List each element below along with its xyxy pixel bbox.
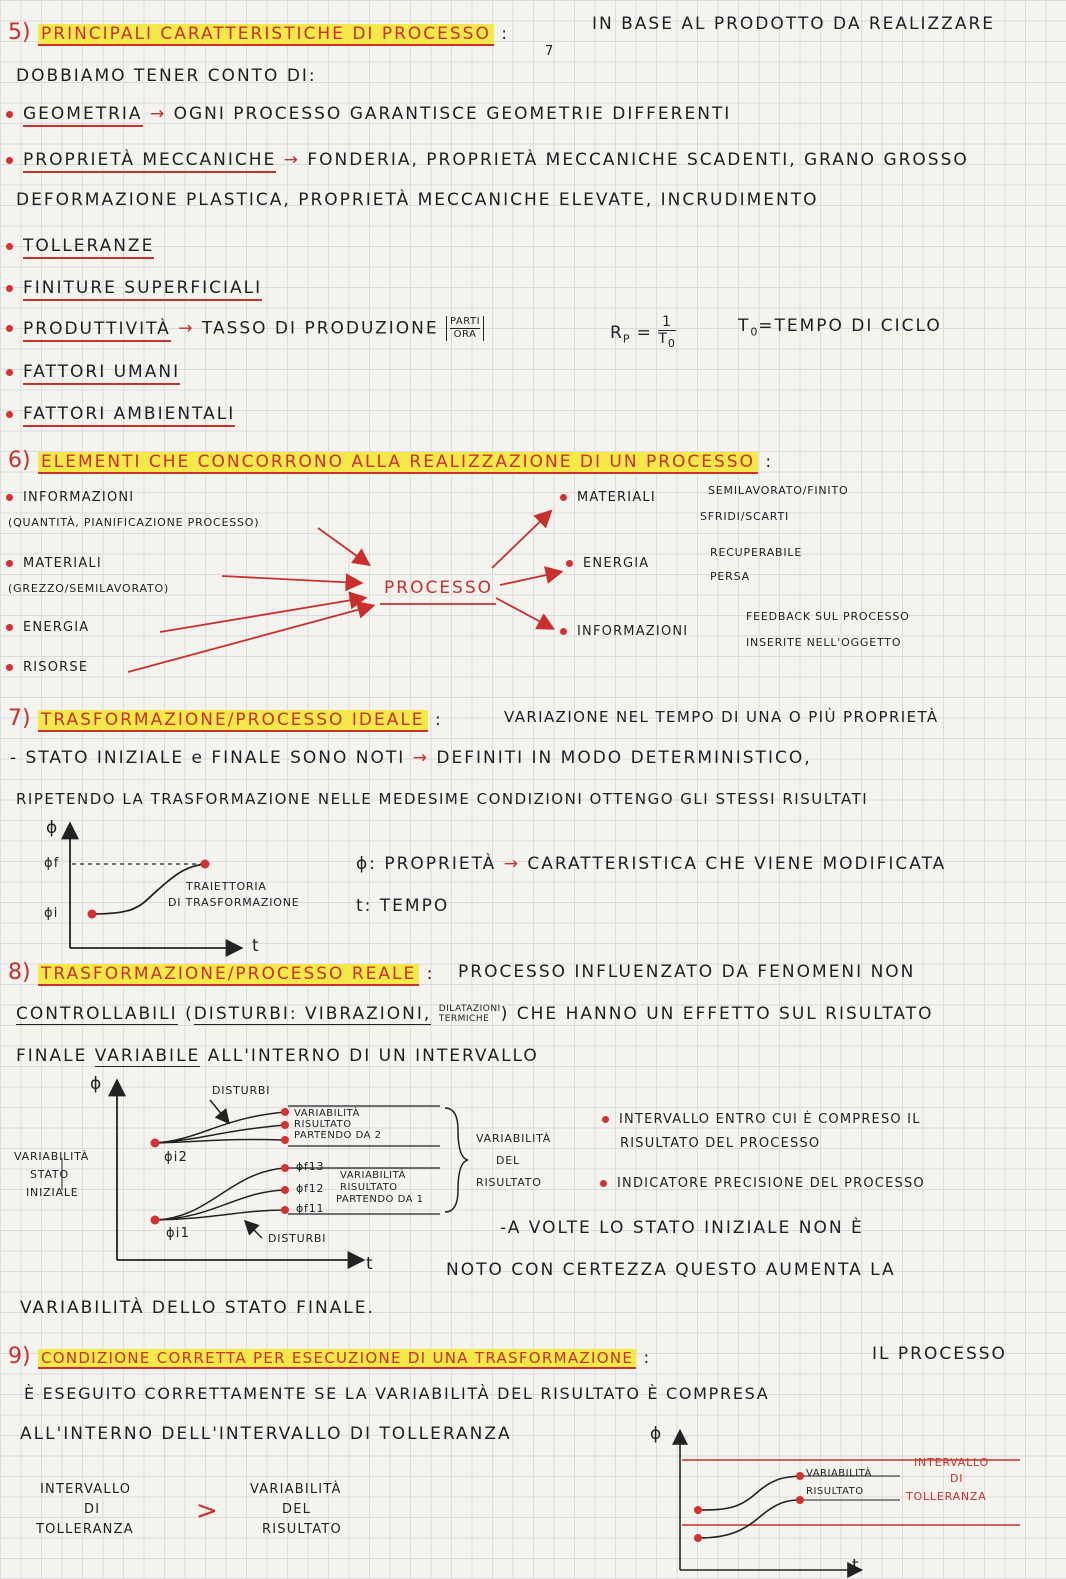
s7-line-2: [10, 748, 812, 768]
left-var-label-2: STATO: [30, 1168, 69, 1181]
input-informazioni: [6, 490, 134, 505]
output-label: ENERGIA: [583, 556, 650, 571]
s9-right-2: DEL: [282, 1502, 312, 1517]
real-process-graph: [62, 1082, 468, 1260]
start-upper: [694, 1506, 702, 1514]
s7-def-phi: [356, 854, 946, 874]
phi-i2-label: ϕi2: [164, 1150, 189, 1165]
section-number: 7): [8, 706, 31, 731]
page-number: 7: [545, 44, 555, 59]
s7-phi-f-label: ϕf: [44, 856, 60, 871]
s9-left-2: DI: [84, 1502, 101, 1517]
process-input-arrows: [128, 512, 560, 672]
formula-den-sub: 0: [667, 336, 676, 350]
item-desc: OGNI PROCESSO GARANTISCE GEOMETRIE DIFFERENTI: [173, 104, 732, 124]
bullet-dot: [6, 664, 13, 671]
unit-bottom: ORA: [453, 329, 477, 340]
bullet-dot: [560, 628, 567, 635]
unit-bracket: [446, 316, 484, 341]
end-1b: [281, 1186, 289, 1194]
section-title: TRASFORMAZIONE/PROCESSO IDEALE: [38, 710, 428, 732]
result-brace: [445, 1108, 468, 1212]
output-materiali-note-2: SFRIDI/SCARTI: [700, 510, 790, 523]
phi-i1-point: [151, 1216, 160, 1225]
s5-item-umani: [6, 362, 180, 382]
var1-label-1: VARIABILITÀ: [340, 1170, 406, 1181]
s7-graph-y-label: ϕ: [46, 818, 60, 838]
phi-i1-label: ϕi1: [166, 1226, 191, 1241]
bullet-dot: [6, 411, 13, 418]
s5-item-finiture: [6, 278, 262, 298]
t0-definition: $T_0=TEMPO$ DI CICLO: [738, 316, 942, 339]
formula-num: 1: [658, 314, 675, 331]
bullet-dot: [6, 494, 13, 501]
s9-graph-y-label: ϕ: [650, 1424, 664, 1444]
s8-dilatazioni: [439, 1004, 501, 1024]
output-label: MATERIALI: [577, 490, 656, 505]
output-informazioni-note-2: INSERITE NELL'OGGETTO: [746, 636, 902, 649]
section-number: 5): [8, 20, 31, 45]
phi-i2-point: [151, 1139, 160, 1148]
item-desc: TASSO DI PRODUZIONE: [201, 318, 439, 339]
s5-item-tolleranze: [6, 236, 154, 256]
s9-graph-x-label: t: [852, 1556, 861, 1576]
s8-note-1: -A VOLTE LO STATO INIZIALE NON È: [500, 1218, 864, 1238]
s8-line-1: PROCESSO INFLUENZATO DA FENOMENI NON: [458, 962, 916, 982]
arrow-energia-in: [160, 598, 364, 632]
section-title: PRINCIPALI CARATTERISTICHE DI PROCESSO: [38, 24, 494, 46]
phi-f11-label: ϕf11: [296, 1202, 325, 1215]
s8-line-3a: FINALE: [16, 1046, 88, 1066]
trajectory-upper: [698, 1476, 800, 1510]
output-informazioni-note-1: FEEDBACK SUL PROCESSO: [746, 610, 910, 623]
bullet-dot: [566, 560, 573, 567]
input-label: MATERIALI: [23, 556, 102, 571]
disturbi-arrow-top: [210, 1100, 228, 1122]
end-1c: [281, 1206, 289, 1214]
trajectory-1a: [155, 1168, 285, 1220]
end-lower: [796, 1496, 804, 1504]
section-8-heading: [8, 960, 434, 985]
unit-top: PARTI: [450, 316, 481, 327]
productivity-formula: [610, 314, 676, 352]
left-var-label-3: INIZIALE: [26, 1186, 79, 1199]
arrow-materiali-in: [222, 576, 360, 583]
phi-f-point: [201, 860, 210, 869]
s8-note-2: NOTO CON CERTEZZA QUESTO AUMENTA LA: [446, 1260, 896, 1280]
end-1a: [281, 1164, 289, 1172]
s5-item-produttivita: [6, 316, 484, 341]
s8-line-2d: CHE HANNO UN EFFETTO SUL RISULTATO: [516, 1004, 934, 1024]
bullet-dot: [602, 1116, 609, 1123]
left-var-label-1: VARIABILITÀ: [14, 1150, 90, 1163]
s8-note-3: VARIABILITÀ DELLO STATO FINALE.: [20, 1298, 375, 1318]
section-5-heading: [8, 20, 509, 45]
s9-line-3: ALL'INTERNO DELL'INTERVALLO DI TOLLERANZA: [20, 1424, 512, 1444]
dilatazioni-bot: TERMICHE: [438, 1014, 490, 1024]
dilatazioni-top: DILATAZIONI: [438, 1004, 501, 1014]
end-2a: [281, 1108, 289, 1116]
var2-label-1: VARIABILITÀ: [294, 1108, 360, 1119]
s9-var-label-2: RISULTATO: [806, 1486, 864, 1497]
s5-item-ambientali: [6, 404, 235, 424]
item-label: PROPRIETÀ MECCANICHE: [23, 150, 276, 173]
s8-line-2: CONTROLLABILI (DISTURBI: VIBRAZIONI, DILATAZIONI TERMICHE ) CHE HANNO UN EFFETTO SUL RISULTATO: [16, 1004, 934, 1024]
brace-label-1: VARIABILITÀ: [476, 1132, 552, 1145]
s5-intro-line-2: DOBBIAMO TENER CONTO DI:: [16, 66, 317, 86]
output-informazioni: [560, 624, 688, 639]
bullet-dot: [6, 157, 13, 164]
bullet-dot: [6, 243, 13, 250]
input-materiali: [6, 556, 102, 571]
arrow-icon: →: [149, 104, 167, 124]
s9-tol-label-1: INTERVALLO: [914, 1456, 990, 1469]
colon: :: [426, 964, 435, 984]
input-informazioni-sub: (QUANTITÀ, PIANIFICAZIONE PROCESSO): [8, 516, 260, 529]
section-number: 6): [8, 448, 31, 473]
bullet-dot: [6, 325, 13, 332]
colon: :: [643, 1348, 652, 1368]
input-label: INFORMAZIONI: [23, 490, 135, 505]
s8-line-3b: VARIABILE: [94, 1046, 201, 1066]
s7-line-1: VARIAZIONE NEL TEMPO DI UNA O PIÙ PROPRIETÀ: [504, 708, 939, 726]
s8-line-3: [16, 1046, 539, 1066]
output-energia-note-2: PERSA: [710, 570, 750, 583]
end-2b: [281, 1121, 289, 1129]
item-label: FINITURE SUPERFICIALI: [23, 278, 262, 301]
s9-left-1: INTERVALLO: [40, 1482, 132, 1497]
s8-bullet-2: [600, 1176, 925, 1191]
section-number: 8): [8, 960, 31, 985]
arrow-energia-out: [500, 572, 560, 585]
formula-den: T: [658, 331, 668, 347]
var2-label-2: RISULTATO: [294, 1119, 352, 1130]
s8-line-2b: DISTURBI: VIBRAZIONI,: [193, 1004, 432, 1024]
item-label: FATTORI AMBIENTALI: [23, 404, 235, 427]
brace-label-2: DEL: [496, 1154, 520, 1167]
colon: :: [434, 710, 443, 730]
input-materiali-sub: (GREZZO/SEMILAVORATO): [8, 582, 170, 595]
item-label: PRODUTTIVITÀ: [23, 319, 171, 342]
section-6-heading: [8, 448, 773, 473]
disturbi-bottom-label: DISTURBI: [268, 1232, 327, 1245]
arrow-icon: →: [178, 318, 195, 339]
arrow-icon: →: [412, 748, 429, 768]
arrow-icon: →: [283, 150, 300, 170]
t0-text: =TEMPO DI CICLO: [758, 316, 942, 336]
s7-line-3: RIPETENDO LA TRASFORMAZIONE NELLE MEDESIME CONDIZIONI OTTENGO GLI STESSI RISULTATI: [16, 790, 869, 808]
output-materiali-note-1: SEMILAVORATO/FINITO: [708, 484, 849, 497]
arrow-informazioni-in: [318, 528, 368, 564]
s9-tol-label-3: TOLLERANZA: [906, 1490, 987, 1503]
phi-f13-label: ϕf13: [296, 1160, 325, 1173]
s9-var-label-1: VARIABILITÀ: [806, 1468, 872, 1479]
section-title: ELEMENTI CHE CONCORRONO ALLA REALIZZAZIONE DI UN PROCESSO: [38, 452, 758, 474]
var2-label-3: PARTENDO DA 2: [294, 1130, 382, 1141]
disturbi-arrow-bottom: [246, 1222, 262, 1238]
colon: :: [765, 452, 774, 472]
brace-label-3: RISULTATO: [476, 1176, 542, 1189]
input-label: ENERGIA: [23, 620, 90, 635]
bullet-dot: [6, 111, 13, 118]
bullet-dot: [600, 1180, 607, 1187]
s5-item-proprieta: [6, 150, 969, 170]
formula-r: R: [610, 322, 623, 343]
section-number: 9): [8, 1344, 31, 1369]
end-upper: [796, 1472, 804, 1480]
var1-label-3: PARTENDO DA 1: [336, 1194, 424, 1205]
s8-bullet-1b: RISULTATO DEL PROCESSO: [620, 1136, 821, 1151]
output-materiali: [560, 490, 656, 505]
item-label: FATTORI UMANI: [23, 362, 180, 385]
item-label: TOLLERANZE: [23, 236, 154, 259]
arrow-materiali-out: [492, 512, 550, 568]
def-phi-term: ϕ: PROPRIETÀ: [356, 854, 497, 874]
def-phi-desc: CARATTERISTICA CHE VIENE MODIFICATA: [527, 854, 947, 874]
s9-line-1: IL PROCESSO: [872, 1344, 1007, 1364]
s9-line-2: È ESEGUITO CORRETTAMENTE SE LA VARIABILITÀ DEL RISULTATO È COMPRESA: [24, 1384, 770, 1403]
s7-graph-x-label: t: [252, 936, 261, 956]
s8-line-2a: CONTROLLABILI: [16, 1004, 178, 1024]
s5-item-geometria: [6, 104, 731, 124]
bullet-dot: [6, 285, 13, 292]
output-energia: [566, 556, 649, 571]
bullet-dot: [6, 369, 13, 376]
s7-line-2b: DEFINITI IN MODO DETERMINISTICO,: [436, 748, 812, 768]
s7-trajectory-label-2: DI TRASFORMAZIONE: [168, 896, 300, 909]
section-title: TRASFORMAZIONE/PROCESSO REALE: [38, 964, 419, 986]
bullet-2-text: INDICATORE PRECISIONE DEL PROCESSO: [617, 1176, 925, 1191]
s8-graph-x-label: t: [366, 1254, 375, 1274]
formula-eq: =: [636, 322, 652, 343]
s8-bullet-1: [602, 1112, 921, 1127]
s9-right-1: VARIABILITÀ: [250, 1482, 342, 1497]
input-risorse: [6, 660, 88, 675]
end-2c: [281, 1136, 289, 1144]
arrow-icon: →: [503, 854, 520, 874]
formula-sub: P: [622, 332, 631, 346]
output-label: INFORMAZIONI: [577, 624, 689, 639]
greater-than-sign: >: [196, 1496, 220, 1526]
phi-i-point: [88, 910, 97, 919]
s7-phi-i-label: ϕi: [44, 906, 59, 921]
s9-right-3: RISULTATO: [262, 1522, 342, 1537]
bullet-dot: [560, 494, 567, 501]
item-desc: FONDERIA, PROPRIETÀ MECCANICHE SCADENTI, GRANO GROSSO: [307, 150, 969, 170]
bullet-1-text: INTERVALLO ENTRO CUI È COMPRESO IL: [619, 1112, 921, 1127]
s8-line-3c: ALL'INTERNO DI UN INTERVALLO: [207, 1046, 539, 1066]
disturbi-top-label: DISTURBI: [212, 1084, 271, 1097]
phi-f12-label: ϕf12: [296, 1182, 325, 1195]
s9-tol-label-2: DI: [950, 1472, 964, 1485]
formula-fraction: [658, 314, 675, 352]
arrow-informazioni-out: [496, 598, 552, 628]
input-label: RISORSE: [23, 660, 89, 675]
input-energia: [6, 620, 89, 635]
var1-label-2: RISULTATO: [340, 1182, 398, 1193]
output-energia-note-1: RECUPERABILE: [710, 546, 803, 559]
colon: :: [501, 24, 509, 44]
s7-def-t: t: TEMPO: [356, 896, 450, 916]
trajectory-lower: [698, 1500, 800, 1538]
arrow-risorse-in: [128, 606, 372, 672]
t0-sub: 0: [750, 325, 759, 339]
s9-left-3: TOLLERANZA: [36, 1522, 134, 1537]
bullet-dot: [6, 560, 13, 567]
s5-deformazione-line: DEFORMAZIONE PLASTICA, PROPRIETÀ MECCANICHE ELEVATE, INCRUDIMENTO: [16, 190, 819, 210]
bullet-dot: [6, 624, 13, 631]
section-title: CONDIZIONE CORRETTA PER ESECUZIONE DI UNA TRASFORMAZIONE: [38, 1349, 636, 1369]
s7-trajectory-label-1: TRAIETTORIA: [186, 880, 267, 893]
process-center-label: PROCESSO: [384, 578, 494, 598]
item-label: GEOMETRIA: [23, 104, 143, 127]
s8-graph-y-label: ϕ: [90, 1074, 104, 1094]
section-7-heading: [8, 706, 443, 731]
s7-line-2a: - STATO INIZIALE e FINALE SONO NOTI: [10, 748, 406, 768]
s5-intro-line-1: IN BASE AL PRODOTTO DA REALIZZARE: [592, 14, 996, 34]
start-lower: [694, 1534, 702, 1542]
section-9-heading: [8, 1344, 651, 1369]
